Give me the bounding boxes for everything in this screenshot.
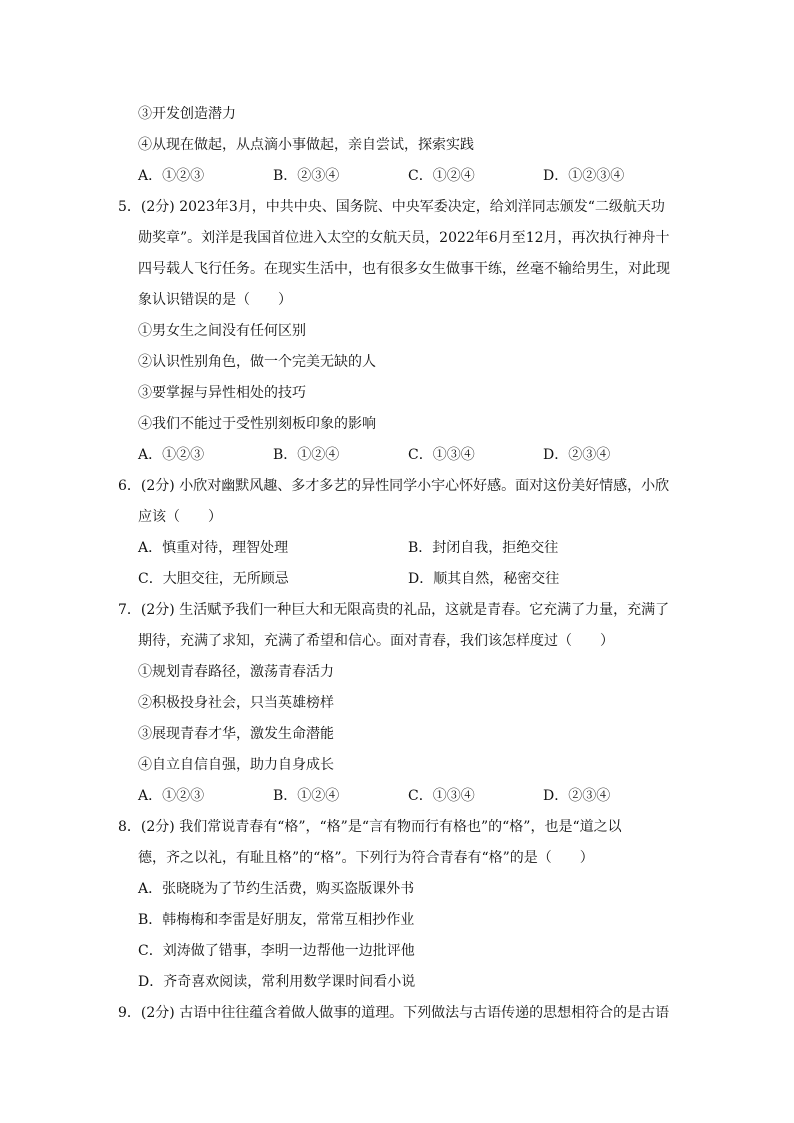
question-stem-line: 象认识错误的是（ ） — [138, 292, 292, 308]
option-a[interactable]: A．慎重对待，理智处理 — [138, 540, 289, 556]
statement-item: ④我们不能过于受性别刻板印象的影响 — [138, 416, 376, 432]
question-9 — [118, 998, 678, 1029]
question-stem-line: 应该（ ） — [138, 509, 222, 525]
question-stem-line: 6．(2分) 小欣对幽默风趣、多才多艺的异性同学小宇心怀好感。面对这份美好情感，小欣 — [118, 478, 670, 494]
question-stem-line: 8．(2分) 我们常说青春有“格”，“格”是“言有物而行有格也”的“格”，也是“道之以 — [118, 819, 622, 835]
question-stem-line: 5．(2分) 2023年3月，中共中央、国务院、中央军委决定，给刘洋同志颁发“二级航天功 — [118, 199, 665, 215]
question-7 — [118, 595, 678, 812]
option-b[interactable]: B．①②④ — [273, 447, 340, 463]
option-c[interactable]: C．①③④ — [408, 788, 475, 804]
option-d[interactable]: D．齐奇喜欢阅读，常利用数学课时间看小说 — [138, 974, 416, 990]
option-a[interactable]: A．①②③ — [138, 447, 205, 463]
question-stem-line: 四号载人飞行任务。在现实生活中，也有很多女生做事干练，丝毫不输给男生，对此现 — [138, 261, 670, 277]
question-list — [118, 99, 678, 1029]
option-b[interactable]: B．韩梅梅和李雷是好朋友，常常互相抄作业 — [138, 912, 415, 928]
answer-options — [118, 440, 678, 471]
answer-options — [118, 161, 678, 192]
question-stem-line: 期待，充满了求知，充满了希望和信心。面对青春，我们该怎样度过（ ） — [138, 633, 614, 649]
question-4-tail — [118, 99, 678, 192]
option-b[interactable]: B．封闭自我，拒绝交往 — [408, 540, 559, 556]
statement-item: ③展现青春才华，激发生命潜能 — [138, 726, 334, 742]
option-a[interactable]: A．张晓晓为了节约生活费，购买盗版课外书 — [138, 881, 415, 897]
statement-item: ①规划青春路径，激荡青春活力 — [138, 664, 334, 680]
question-6 — [118, 471, 678, 595]
question-stem-line: 德，齐之以礼，有耻且格”的“格”。下列行为符合青春有“格”的是（ ） — [138, 850, 594, 866]
question-stem-line: 勋奖章”。刘洋是我国首位进入太空的女航天员，2022年6月至12月，再次执行神舟十 — [138, 230, 670, 246]
option-b[interactable]: B．①②④ — [273, 788, 340, 804]
statement-item: ④从现在做起，从点滴小事做起，亲自尝试，探索实践 — [138, 137, 474, 153]
statement-item: ③要掌握与异性相处的技巧 — [138, 385, 306, 401]
statement-item: ②积极投身社会，只当英雄榜样 — [138, 695, 334, 711]
question-stem-line: 7．(2分) 生活赋予我们一种巨大和无限高贵的礼品，这就是青春。它充满了力量，充满了 — [118, 602, 670, 618]
answer-options — [118, 533, 678, 564]
option-a[interactable]: A．①②③ — [138, 168, 205, 184]
statement-item: ④自立自信自强，助力自身成长 — [138, 757, 334, 773]
option-c[interactable]: C．①②④ — [408, 168, 475, 184]
option-c[interactable]: C．刘涛做了错事，李明一边帮他一边批评他 — [138, 943, 415, 959]
option-d[interactable]: D．②③④ — [543, 447, 611, 463]
answer-options — [118, 781, 678, 812]
statement-item: ③开发创造潜力 — [138, 106, 236, 122]
option-d[interactable]: D．②③④ — [543, 788, 611, 804]
option-a[interactable]: A．①②③ — [138, 788, 205, 804]
statement-item: ②认识性别角色，做一个完美无缺的人 — [138, 354, 376, 370]
option-c[interactable]: C．①③④ — [408, 447, 475, 463]
option-d[interactable]: D．顺其自然，秘密交往 — [408, 571, 560, 587]
option-b[interactable]: B．②③④ — [273, 168, 340, 184]
option-c[interactable]: C．大胆交往，无所顾忌 — [138, 571, 289, 587]
statement-item: ①男女生之间没有任何区别 — [138, 323, 306, 339]
question-8 — [118, 812, 678, 998]
option-d[interactable]: D．①②③④ — [543, 168, 625, 184]
answer-options — [118, 564, 678, 595]
question-5 — [118, 192, 678, 471]
question-stem-line: 9．(2分) 古语中往往蕴含着做人做事的道理。下列做法与古语传递的思想相符合的是古语 — [118, 1005, 670, 1021]
